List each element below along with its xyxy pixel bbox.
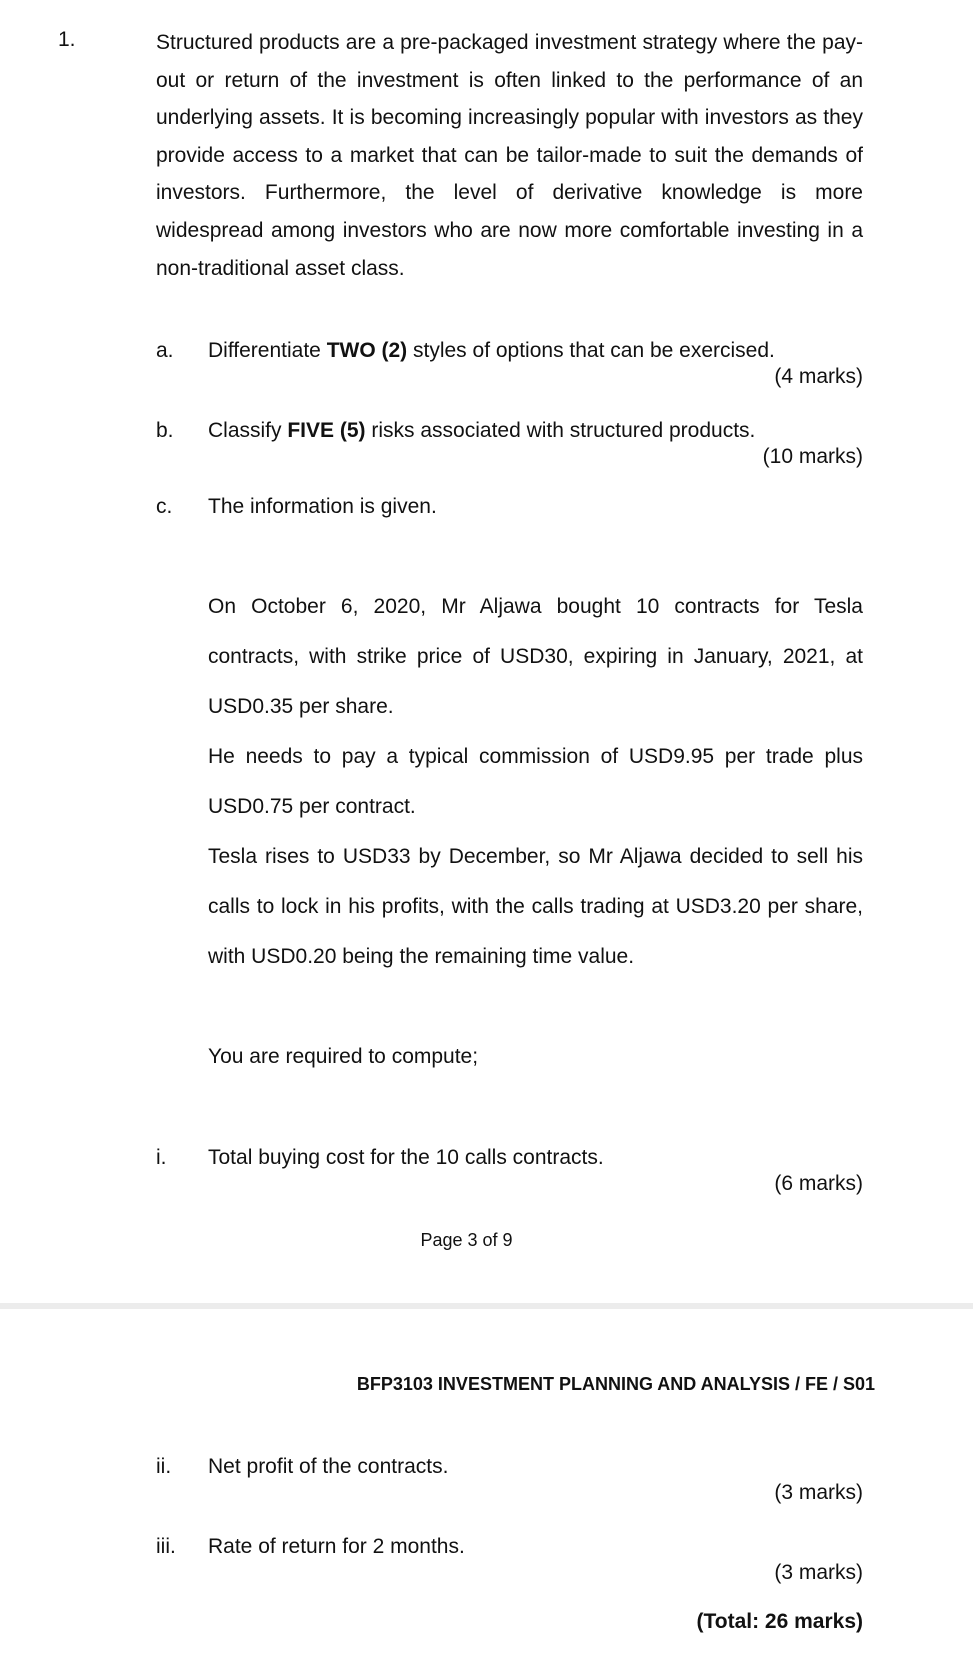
part-c-paragraph-2: He needs to pay a typical commission of USD9.95 per trade plus USD0.75 per contract. <box>208 745 863 818</box>
sub-iii-marks: (3 marks) <box>774 1561 863 1584</box>
part-c-instruction: You are required to compute; <box>208 1045 479 1068</box>
page-number: Page 3 of 9 <box>420 1230 513 1250</box>
sub-ii-label: ii. <box>156 1455 172 1478</box>
question-intro: Structured products are a pre-packaged investment strategy where the pay-out or return of the investment is often linked to the performance of an underlying assets. It is becoming increasingly popular with investors as they provide access to a market that can be tailor-made to suit the demands of investors. Furthermore, the level of derivative knowledge is more widespread among investors who are now more comfortable investing in a non-traditional asset class. <box>156 31 863 280</box>
part-b-label: b. <box>156 419 174 442</box>
course-header: BFP3103 INVESTMENT PLANNING AND ANALYSIS / FE / S01 <box>356 1374 875 1394</box>
sub-ii-marks: (3 marks) <box>774 1481 863 1504</box>
part-a-label: a. <box>156 339 174 362</box>
sub-i-label: i. <box>156 1146 167 1169</box>
total-marks: (Total: 26 marks) <box>696 1610 863 1633</box>
part-b-marks: (10 marks) <box>762 445 863 468</box>
part-a-bold: TWO (2) <box>326 339 408 362</box>
part-c-paragraph-1: On October 6, 2020, Mr Aljawa bought 10 contracts for Tesla contracts, with strike price of USD30, expiring in January, 2021, at USD0.35 per share. <box>208 595 863 718</box>
part-a-text: Differentiate TWO (2) styles of options that can be exercised. <box>208 339 775 362</box>
part-b-bold: FIVE (5) <box>287 419 366 442</box>
sub-i-marks: (6 marks) <box>774 1172 863 1195</box>
page-divider <box>0 1303 973 1309</box>
sub-iii-label: iii. <box>156 1535 176 1558</box>
question-number: 1. <box>58 28 76 51</box>
part-a-marks: (4 marks) <box>774 365 863 388</box>
part-b-text: Classify FIVE (5) risks associated with structured products. <box>208 419 756 442</box>
part-c-text: The information is given. <box>208 495 437 518</box>
sub-ii-text: Net profit of the contracts. <box>208 1455 449 1478</box>
sub-iii-text: Rate of return for 2 months. <box>208 1535 465 1558</box>
part-c-paragraph-3: Tesla rises to USD33 by December, so Mr Aljawa decided to sell his calls to lock in his profits, with the calls trading at USD3.20 per share, with USD0.20 being the remaining time value. <box>208 845 863 968</box>
sub-i-text: Total buying cost for the 10 calls contracts. <box>208 1146 604 1169</box>
part-c-label: c. <box>156 495 173 518</box>
